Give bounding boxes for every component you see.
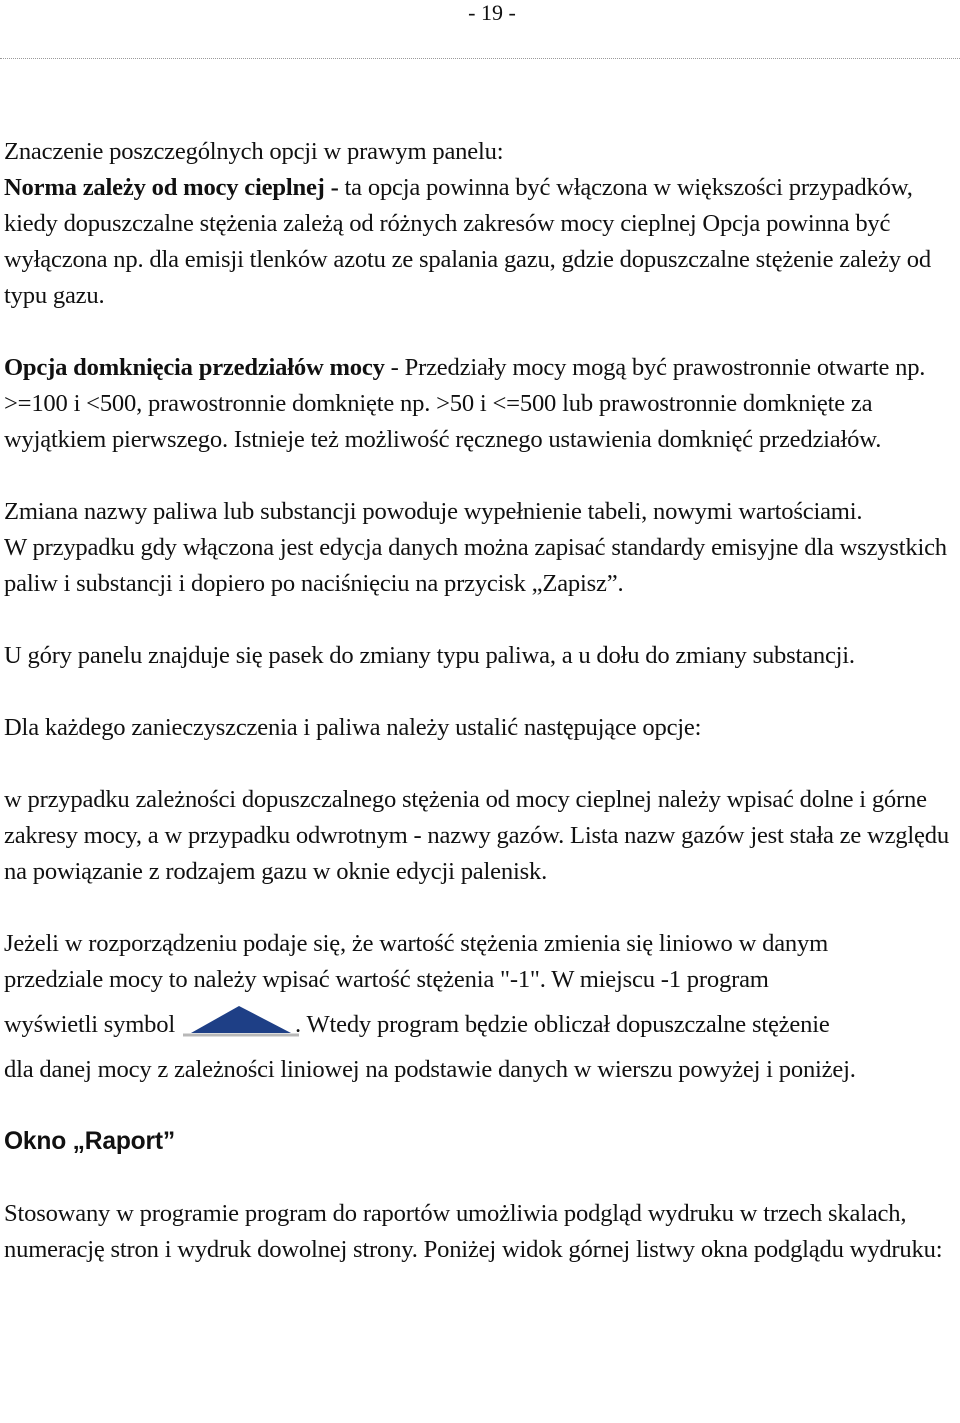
- spacer: [4, 458, 958, 494]
- option-power-dependent-label: Norma zależy od mocy cieplnej -: [4, 174, 345, 201]
- linear-rest: dla danej mocy z zależności liniowej na podstawie danych w wierszu powyżej i poniżej.: [4, 1056, 856, 1083]
- triangle-symbol-icon: [183, 1002, 299, 1042]
- paragraph-options-per-pollutant: Dla każdego zanieczyszczenia i paliwa należy ustalić następujące opcje:: [4, 714, 702, 741]
- paragraph-linear-interpolation: [4, 926, 958, 1088]
- spacer: [4, 1160, 958, 1196]
- paragraph-save: W przypadku gdy włączona jest edycja danych można zapisać standardy emisyjne dla wszystkich paliw i substancji i dopiero po naciśnięciu na przycisk „Zapisz”.: [4, 534, 947, 597]
- page-number: - 19 -: [468, 0, 516, 25]
- spacer: [4, 314, 958, 350]
- paragraph-name-change: Zmiana nazwy paliwa lub substancji powoduje wypełnienie tabeli, nowymi wartościami.: [4, 498, 863, 525]
- header-divider: [0, 58, 960, 59]
- paragraph-ranges: w przypadku zależności dopuszczalnego stężenia od mocy cieplnej należy wpisać dolne i górne zakresy mocy, a w przypadku odwrotnym - nazwy gazów. Lista nazw gazów jest stała ze względu na powiązanie z rodzajem gazu w oknie edycji palenisk.: [4, 786, 949, 885]
- spacer: [4, 674, 958, 710]
- symbol-line: [4, 1011, 830, 1038]
- document-body: [4, 134, 958, 1268]
- linear-line-2: przedziale mocy to należy wpisać wartość stężenia "-1". W miejscu -1 program: [4, 966, 769, 993]
- option-power-dependent-text: ta opcja powinna być włączona w większości przypadków, kiedy dopuszczalne stężenia zależą od różnych zakresów mocy cieplnej Opcja powinna być wyłączona np. dla emisji tlenków azotu ze spalania gazu, gdzie dopuszczalne stężenie zależy od typu gazu.: [4, 174, 931, 309]
- linear-line-1: Jeżeli w rozporządzeniu podaje się, że wartość stężenia zmienia się liniowo w danym: [4, 930, 829, 957]
- after-symbol-text: . Wtedy program będzie obliczał dopuszczalne stężenie: [295, 1011, 830, 1038]
- paragraph-options-intro: [4, 134, 958, 314]
- option-interval-closure-label: Opcja domknięcia przedziałów mocy: [4, 354, 385, 381]
- paragraph-report: Stosowany w programie program do raportów umożliwia podgląd wydruku w trzech skalach, numerację stron i wydruk dowolnej strony. Poniżej widok górnej listwy okna podglądu wydruku:: [4, 1200, 943, 1263]
- paragraph-interval-closure: [4, 350, 958, 458]
- options-intro-line: Znaczenie poszczególnych opcji w prawym panelu:: [4, 138, 504, 165]
- option-interval-closure-text: - Przedziały mocy mogą być prawostronnie otwarte np. >=100 i <500, prawostronnie domknięte np. >50 i <=500 lub prawostronnie domknięte za wyjątkiem pierwszego. Istnieje też możliwość ręcznego ustawienia domknięć przedziałów.: [4, 354, 926, 453]
- paragraph-panel-bars: U góry panelu znajduje się pasek do zmiany typu paliwa, a u dołu do zmiany substancji.: [4, 642, 855, 669]
- spacer: [4, 1088, 958, 1124]
- spacer: [4, 602, 958, 638]
- section-heading-report: Okno „Raport”: [4, 1128, 175, 1155]
- spacer: [4, 746, 958, 782]
- spacer: [4, 890, 958, 926]
- before-symbol-text: wyświetli symbol: [4, 1011, 176, 1038]
